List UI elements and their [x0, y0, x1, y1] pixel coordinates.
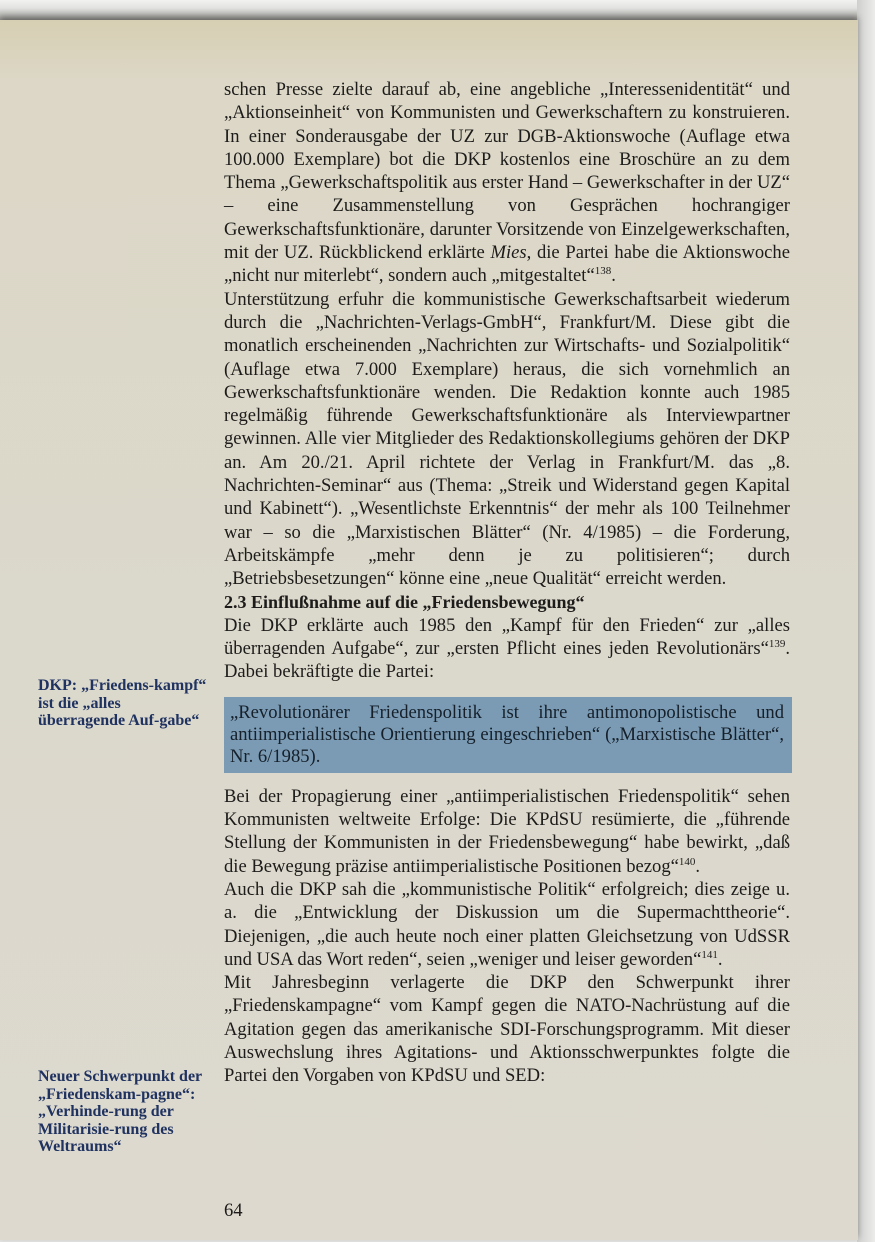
- paragraph-propagierung: Bei der Propagierung einer „antiimperialistischen Friedenspolitik“ sehen Kommunisten weltweite Erfolge: Die KPdSU resümierte, die „führende Stellung der Kommunisten in der Friedensbewegung“ habe bewirkt, „daß die Bewegung präzise antiimperialistische Positionen bezog“$^{140}$.: [224, 785, 790, 877]
- margin-note-weltraum: Neuer Schwerpunkt der „Friedenskam-pagne“: „Verhinde-rung der Militarisie-rung des Weltraums“: [38, 1068, 202, 1155]
- book-page: [0, 20, 858, 1240]
- page-number: 64: [224, 1200, 243, 1221]
- footnote-ref-140: 140: [678, 855, 696, 868]
- margin-note-friedenskampf: DKP: „Friedens-kampf“ ist die „alles überragende Auf-gabe“: [38, 677, 207, 729]
- paragraph-sdi-agitation: Mit Jahresbeginn verlagerte die DKP den Schwerpunkt ihrer „Friedenskampagne“ vom Kampf gegen die NATO-Nachrüstung auf die Agitation gegen das amerikanische SDI-Forschungsprogramm. Mit dieser Auswechslung ihres Agitations- und Aktionsschwerpunktes folgte die Partei den Vorgaben von KPdSU und SED:: [224, 972, 790, 1087]
- author-name-mies: Mies: [490, 242, 527, 264]
- paragraph-gewerkschaft-presse: schen Presse zielte darauf ab, eine angebliche „Interessenidentität“ und „Aktionseinheit“ von Kommunisten und Gewerkschaftern zu konstruieren. In einer Sonderausgabe der UZ zur DGB-Aktionswoche (Auflage etwa 100.000 Exemplare) bot die DKP kostenlos eine Broschüre an zu dem Thema „Gewerkschaftspolitik aus erster Hand – Gewerkschafter in der UZ“ – eine Zusammenstellung von Gesprächen hochrangiger Gewerkschaftsfunktionäre, darunter Vorsitzende von Einzelgewerkschaften, mit der UZ. Rückblickend erklärte Mies, die Partei habe die Aktionswoche „nicht nur miterlebt“, sondern auch „mitgestaltet“$^{138}$.: [224, 79, 790, 287]
- highlighted-quote-box: „Revolutionärer Friedenspolitik ist ihre antimonopolistische und antiimperialistische Orientierung eingeschrieben“ („Marxistische Blätter“, Nr. 6/1985).: [224, 697, 792, 773]
- scan-background-right: [857, 0, 875, 1242]
- footnote-ref-139: 139: [768, 638, 786, 651]
- section-heading-2-3: 2.3 Einflußnahme auf die „Friedensbewegung“: [224, 591, 585, 612]
- footnote-ref-141: 141: [701, 948, 718, 961]
- paragraph-supermachttheorie: Auch die DKP sah die „kommunistische Politik“ erfolgreich; dies zeige u. a. die „Entwicklung der Diskussion um die Supermachttheorie“. Diejenigen, „die auch heute noch einer platten Gleichsetzung von UdSSR und USA das Wort reden“, seien „weniger und leiser geworden“$^{141}$.: [224, 878, 790, 970]
- body-text-column: [224, 78, 790, 1088]
- footnote-ref-138: 138: [594, 265, 612, 278]
- scan-background-top: [0, 0, 875, 22]
- paragraph-kampf-frieden: Die DKP erklärte auch 1985 den „Kampf für den Frieden“ zur „alles überragenden Aufgabe“, zur „ersten Pflicht eines jeden Revolutionärs“$^{139}$. Dabei bekräftigte die Partei:: [224, 614, 790, 683]
- paragraph-nachrichten-verlag: Unterstützung erfuhr die kommunistische Gewerkschaftsarbeit wiederum durch die „Nachrichten-Verlags-GmbH“, Frankfurt/M. Diese gibt die monatlich erscheinenden „Nachrichten zur Wirtschafts- und Sozialpolitik“ (Auflage etwa 7.000 Exemplare) heraus, die sich vornehmlich an Gewerkschaftsfunktionäre wenden. Die Redaktion konnte auch 1985 regelmäßig führende Gewerkschaftsfunktionäre als Interviewpartner gewinnen. Alle vier Mitglieder des Redaktionskollegiums gehören der DKP an. Am 20./21. April richtete der Verlag in Frankfurt/M. das „8. Nachrichten-Seminar“ aus (Thema: „Streik und Widerstand gegen Kapital und Kabinett“). „Wesentlichste Erkenntnis“ der mehr als 100 Teilnehmer war – so die „Marxistischen Blätter“ (Nr. 4/1985) – die Forderung, Arbeitskämpfe „mehr denn je zu politisieren“; durch „Betriebsbesetzungen“ könne eine „neue Qualität“ erreicht werden.: [224, 288, 790, 590]
